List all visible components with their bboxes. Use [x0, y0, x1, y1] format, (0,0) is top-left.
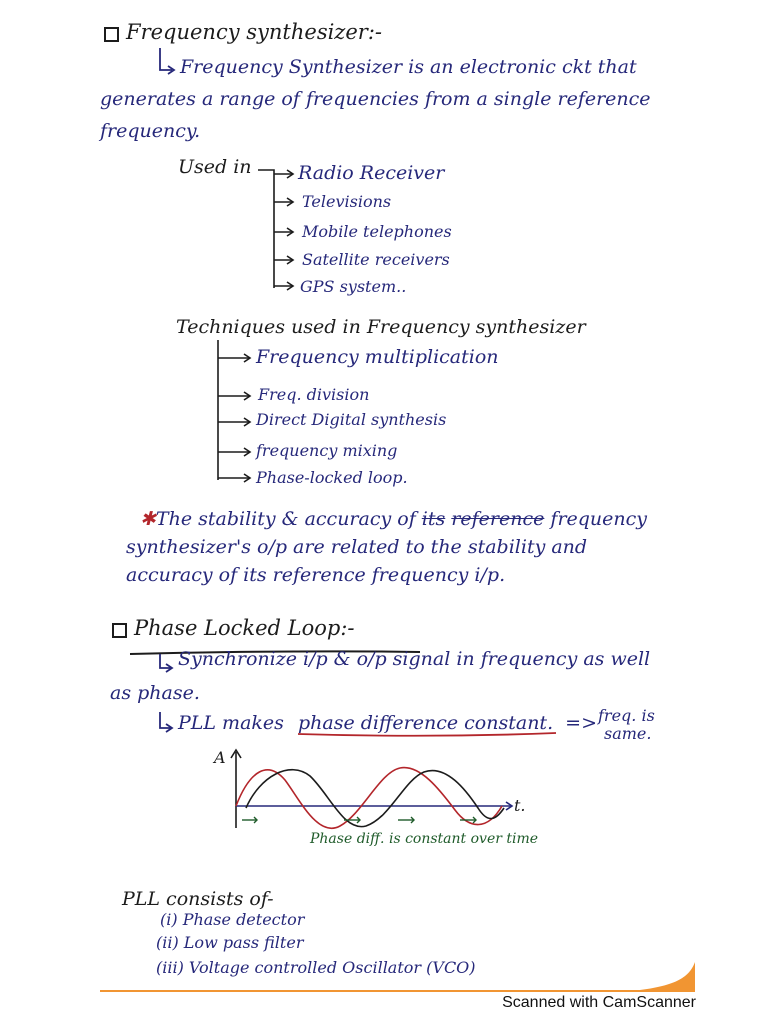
used-in-bracket	[258, 170, 274, 288]
note-line-3: accuracy of its reference frequency i/p.	[126, 564, 506, 586]
technique-item: Direct Digital synthesis	[256, 410, 447, 429]
pll-line-3	[178, 714, 597, 733]
techniques-label: Techniques used in Frequency synthesizer	[176, 316, 586, 338]
note-line-2: synthesizer's o/p are related to the stability and	[126, 536, 588, 558]
used-in-item: Radio Receiver	[298, 162, 445, 184]
axis-y-label: A	[214, 748, 226, 767]
technique-item: Phase-locked loop.	[256, 468, 408, 487]
definition-line-1: Frequency Synthesizer is an electronic ckt that	[180, 56, 637, 78]
freq-note-1: freq. is	[598, 706, 655, 725]
technique-item: Frequency multiplication	[256, 346, 499, 368]
technique-item: frequency mixing	[256, 441, 398, 460]
phase-markers	[242, 817, 476, 823]
used-in-item: Satellite receivers	[302, 250, 450, 269]
component-item: (ii) Low pass filter	[156, 933, 304, 952]
used-in-item: GPS system..	[300, 277, 407, 296]
pll-line-2: as phase.	[110, 682, 200, 704]
struck-word: its	[421, 508, 446, 530]
black-wave	[246, 770, 504, 827]
struck-word: reference	[451, 508, 545, 530]
waveform-graph	[231, 750, 512, 828]
axis-x-label: t.	[514, 796, 526, 815]
used-in-item: Televisions	[302, 192, 392, 211]
definition-line-3: frequency.	[100, 120, 201, 142]
used-in-item: Mobile telephones	[302, 222, 452, 241]
heading-bullet-box	[112, 623, 127, 638]
scanner-watermark: Scanned with CamScanner	[502, 994, 696, 1011]
section2-heading: Phase Locked Loop:-	[134, 616, 355, 640]
used-in-label: Used in	[178, 156, 252, 178]
section1-heading: Frequency synthesizer:-	[126, 20, 383, 44]
pll-line-3-b: phase difference constant.	[297, 712, 554, 734]
freq-note-2: same.	[604, 724, 652, 743]
technique-item: Freq. division	[258, 385, 370, 404]
definition-line-2: generates a range of frequencies from a single reference	[100, 88, 651, 110]
heading-bullet-box	[104, 27, 119, 42]
red-wave	[236, 768, 502, 829]
note-line-1-end: frequency	[550, 508, 648, 530]
note-line-1-text: The stability & accuracy of	[155, 508, 416, 530]
consists-label: PLL consists of-	[122, 888, 274, 910]
pll-line-3-arrow: =>	[565, 712, 597, 734]
graph-caption: Phase diff. is constant over time	[310, 831, 539, 847]
pll-line-1: Synchronize i/p & o/p signal in frequency as well	[178, 648, 651, 670]
component-item: (iii) Voltage controlled Oscillator (VCO)	[156, 958, 476, 977]
note-line-1: ✱The stability & accuracy of its reference frequency	[140, 508, 648, 530]
component-item: (i) Phase detector	[160, 910, 305, 929]
pll-line-3-a: PLL makes	[178, 712, 284, 734]
